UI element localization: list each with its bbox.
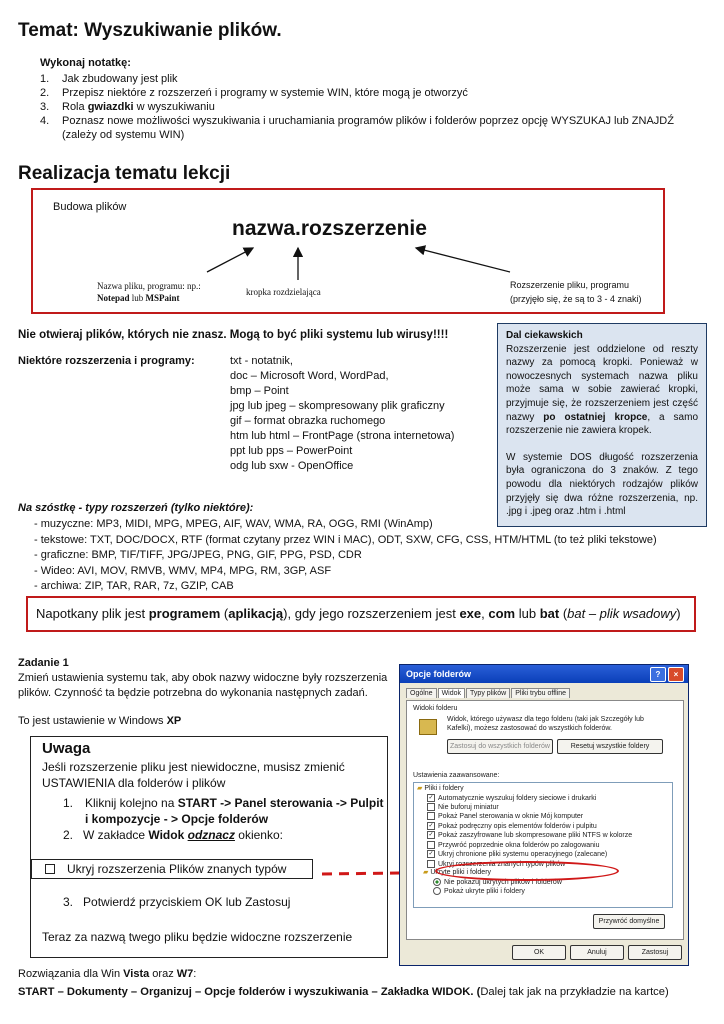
- list-item: doc – Microsoft Word, WordPad,: [230, 370, 389, 382]
- folder-view-icon: [419, 719, 437, 735]
- program-box: Napotkany plik jest programem (aplikacją), gdy jego rozszerzeniem jest exe, com lub bat (bat – plik wsadowy): [26, 596, 696, 632]
- ok-button[interactable]: OK: [512, 945, 566, 960]
- step-2: 2. W zakładce Widok odznacz okienko:: [63, 828, 283, 842]
- step-1: 1. Kliknij kolejno na START -> Panel sterowania -> Pulpit i kompozycje - > Opcje folderów: [63, 796, 384, 826]
- list-item[interactable]: Pokaż ukryte pliki i foldery: [417, 887, 669, 896]
- info-paragraph: W systemie DOS długość rozszerzenia była ograniczona do 3 znaków. Z tego powodu dla niektórych rodzajów plików przyjęły się dwa różne rozszerzenia, np. .jpg i .jpeg oraz .htm i .html: [506, 451, 698, 518]
- info-heading: Dal ciekawskich: [506, 330, 583, 341]
- apply-button[interactable]: Zastosuj: [628, 945, 682, 960]
- extensions-label: Niektóre rozszerzenia i programy:: [18, 355, 195, 367]
- hide-extensions-checkbox[interactable]: Ukryj rozszerzenia Plików znanych typów: [31, 859, 313, 879]
- tab-file-types[interactable]: Typy plików: [466, 688, 510, 698]
- list-item: - tekstowe: TXT, DOC/DOCX, RTF (format czytany przez WIN i MAC), ODT, SXW, CFG, CSS, HTM/HTML (to też pliki tekstowe): [34, 533, 657, 546]
- extension-caption: Rozszerzenie pliku, programu (przyjęło się, że są to 3 - 4 znaki): [510, 280, 642, 304]
- list-item[interactable]: ✓ Automatycznie wyszukuj foldery sieciowe i drukarki: [428, 794, 597, 802]
- folder-options-dialog: [399, 664, 689, 966]
- types-list: [34, 517, 657, 595]
- types-heading: Na szóstkę - typy rozszerzeń (tylko niektóre):: [18, 502, 254, 514]
- name-caption: Nazwa pliku, programu: np.: Notepad lub MSPaint: [97, 281, 201, 303]
- list-item[interactable]: ✓ Ukryj chronione pliki systemu operacyjnego (zalecane): [428, 851, 608, 859]
- list-item: - muzyczne: MP3, MIDI, MPG, MPEG, AIF, WAV, WMA, RA, OGG, RMI (WinAmp): [34, 518, 433, 530]
- list-item: 3. Rola gwiazdki w wyszukiwaniu: [40, 101, 215, 113]
- file-structure-box: [31, 188, 665, 314]
- section-title: Realizacja tematu lekcji: [18, 163, 231, 184]
- file-name-format: nazwa.rozszerzenie: [232, 217, 427, 240]
- dialog-panel: [406, 700, 684, 940]
- warning-text: Nie otwieraj plików, których nie znasz. Mogą to być pliki systemu lub wirusy!!!!: [18, 329, 449, 341]
- group-folder-views: Widoki folderu: [413, 705, 458, 712]
- apply-to-all-folders-button[interactable]: Zastosuj do wszystkich folderów: [447, 739, 553, 754]
- advanced-settings-label: Ustawienia zaawansowane:: [413, 772, 500, 779]
- close-icon[interactable]: ×: [668, 667, 684, 682]
- list-item[interactable]: Nie pokazuj ukrytych plików i folderów: [417, 878, 669, 887]
- list-item: - Wideo: AVI, MOV, RMVB, WMV, MP4, MPG, RM, 3GP, ASF: [34, 564, 332, 577]
- dialog-titlebar: Opcje folderów ? ×: [400, 665, 688, 683]
- list-item[interactable]: Przywróć poprzednie okna folderów po zalogowaniu: [417, 841, 669, 850]
- info-box: [497, 323, 707, 527]
- footer-line-2: START – Dokumenty – Organizuj – Opcje folderów i wyszukiwania – Zakładka WIDOK. (Dalej tak jak na przykładzie na kartce): [18, 986, 669, 998]
- advanced-settings-list: [413, 782, 673, 908]
- list-item: txt - notatnik,: [230, 355, 293, 367]
- step-3: 3. Potwierdź przyciskiem OK lub Zastosuj: [63, 895, 291, 909]
- uwaga-final: Teraz za nazwą twego pliku będzie widoczne rozszerzenie: [42, 930, 353, 944]
- tab-offline[interactable]: Pliki trybu offline: [511, 688, 570, 698]
- uwaga-title: Uwaga: [42, 740, 91, 757]
- dot-caption: kropka rozdzielająca: [246, 287, 321, 297]
- highlight-ellipse: [435, 861, 619, 881]
- list-item: - archiwa: ZIP, TAR, RAR, 7z, GZIP, CAB: [34, 580, 234, 592]
- list-item: 1. Jak zbudowany jest plik: [40, 73, 178, 85]
- checkbox-icon: [45, 864, 55, 874]
- list-item: odg lub sxw - OpenOffice: [230, 460, 354, 472]
- arrow-extension: [416, 248, 510, 272]
- list-item: htm lub html – FrontPage (strona internetowa): [230, 430, 455, 442]
- list-item: 4. Poznasz nowe możliwości wyszukiwania i uruchamiania programów plików i folderów poprzez opcję WYSZUKAJ lub ZNAJDŹ (zależy od systemu WIN): [40, 115, 674, 141]
- notes-list: [40, 72, 700, 142]
- restore-defaults-button[interactable]: Przywróć domyślne: [593, 914, 665, 929]
- list-item: ▰ Pliki i foldery: [417, 785, 464, 792]
- footer-line-1: Rozwiązania dla Win Vista oraz W7:: [18, 968, 197, 980]
- page-title: Temat: Wyszukiwanie plików.: [18, 20, 282, 41]
- tab-view[interactable]: Widok: [438, 688, 465, 698]
- notes-heading: Wykonaj notatkę:: [40, 57, 131, 69]
- list-item: jpg lub jpeg – skompresowany plik graficzny: [230, 400, 445, 412]
- uwaga-box: [30, 736, 388, 958]
- task-description: Zmień ustawienia systemu tak, aby obok nazwy widoczne były rozszerzenia plików. Czynność ta będzie potrzebna do wykonania następnych zadań.: [18, 672, 388, 699]
- task-heading: Zadanie 1: [18, 657, 69, 669]
- info-paragraph: Rozszerzenie jest oddzielone od reszty nazwy za pomocą kropki. Ponieważ w nowoczesnych systemach nazwa pliku może sama w sobie zawierać kropki, przyjmuje się, że rozszerzeniem jest część nazwy po ostatniej kropce, a samo rozszerzenie nie zawiera kropek.: [506, 343, 699, 437]
- cancel-button[interactable]: Anuluj: [570, 945, 624, 960]
- file-structure-label: Budowa plików: [53, 201, 127, 213]
- help-icon[interactable]: ?: [650, 667, 666, 682]
- reset-all-folders-button[interactable]: Resetuj wszystkie foldery: [557, 739, 663, 754]
- folder-views-text: Widok, którego używasz dla tego folderu (taki jak Szczegóły lub Kafelki), możesz zastosować do wszystkich folderów.: [447, 716, 644, 732]
- hide-extensions-option[interactable]: Ukryj rozszerzenia znanych typów plików: [417, 860, 669, 869]
- list-item: 2. Przepisz niektóre z rozszerzeń i programy w systemie WIN, które mogą je otworzyć: [40, 87, 468, 99]
- list-item[interactable]: Pokaż Panel sterowania w oknie Mój komputer: [417, 812, 669, 821]
- dialog-tabs: [406, 688, 571, 698]
- list-item: gif – format obrazka ruchomego: [230, 415, 386, 427]
- list-item: ppt lub pps – PowerPoint: [230, 445, 353, 457]
- arrow-name: [207, 248, 253, 272]
- tab-general[interactable]: Ogólne: [406, 688, 437, 698]
- list-item[interactable]: ✓ Pokaż zaszyfrowane lub skompresowane pliki NTFS w kolorze: [428, 832, 633, 840]
- list-item: bmp – Point: [230, 385, 289, 397]
- extensions-list: [230, 354, 490, 474]
- list-item[interactable]: ✓ Pokaż podręczny opis elementów folderów i pulpitu: [428, 822, 597, 830]
- xp-note: To jest ustawienie w Windows XP: [18, 715, 182, 727]
- list-item: ▰ Ukryte pliki i foldery: [423, 869, 492, 877]
- list-item: - graficzne: BMP, TIF/TIFF, JPG/JPEG, PNG, GIF, PPG, PSD, CDR: [34, 549, 362, 561]
- uwaga-intro: Jeśli rozszerzenie pliku jest niewidoczne, musisz zmienić USTAWIENIA dla folderów i plików: [42, 760, 345, 790]
- list-item[interactable]: Nie buforuj miniatur: [417, 803, 669, 812]
